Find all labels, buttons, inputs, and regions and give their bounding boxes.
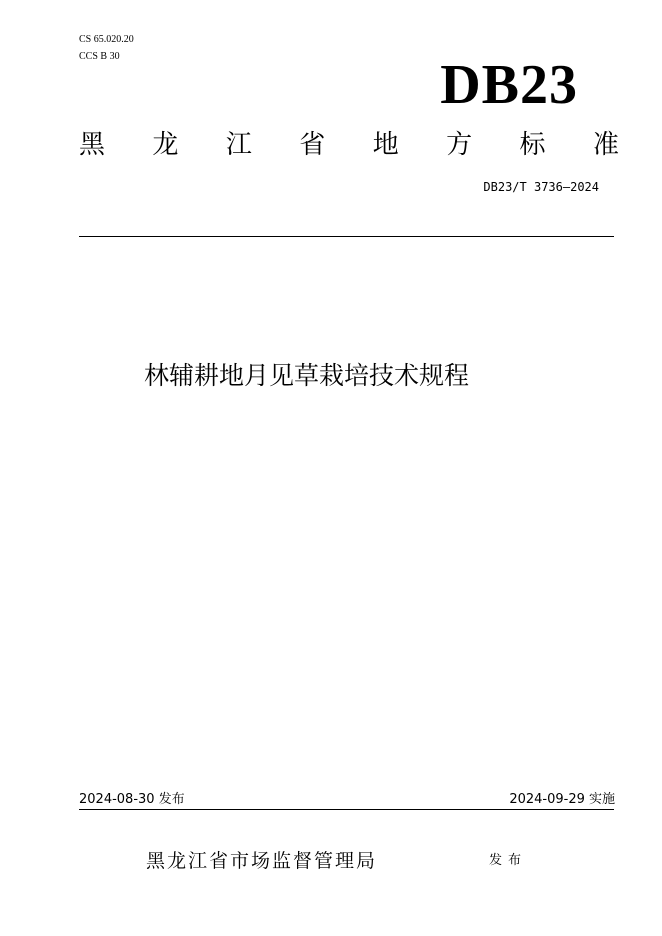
ics-code: CS 65.020.20	[79, 34, 134, 45]
standard-type-heading	[79, 128, 619, 162]
standard-type-char: 龙	[152, 130, 179, 160]
standard-type-char: 准	[592, 130, 619, 160]
standard-type-char: 江	[225, 130, 252, 160]
footer-divider	[79, 809, 614, 810]
implementation-date: 2024-09-29 实施	[509, 792, 615, 807]
standard-type-char: 省	[299, 130, 326, 160]
standard-type-char: 黑	[79, 130, 106, 160]
publish-label: 发布	[489, 853, 528, 868]
standard-type-char: 方	[446, 130, 473, 160]
header-divider	[79, 236, 614, 237]
release-date: 2024-08-30 发布	[79, 792, 185, 807]
db-standard-mark: DB23	[440, 54, 578, 116]
standard-type-char: 地	[372, 130, 399, 160]
standard-type-char: 标	[519, 130, 546, 160]
standard-number: DB23/T 3736—2024	[483, 180, 599, 194]
document-title: 林辅耕地月见草栽培技术规程	[144, 361, 470, 390]
ccs-code: CCS B 30	[79, 51, 120, 62]
publisher-name: 黑龙江省市场监督管理局	[146, 850, 378, 872]
